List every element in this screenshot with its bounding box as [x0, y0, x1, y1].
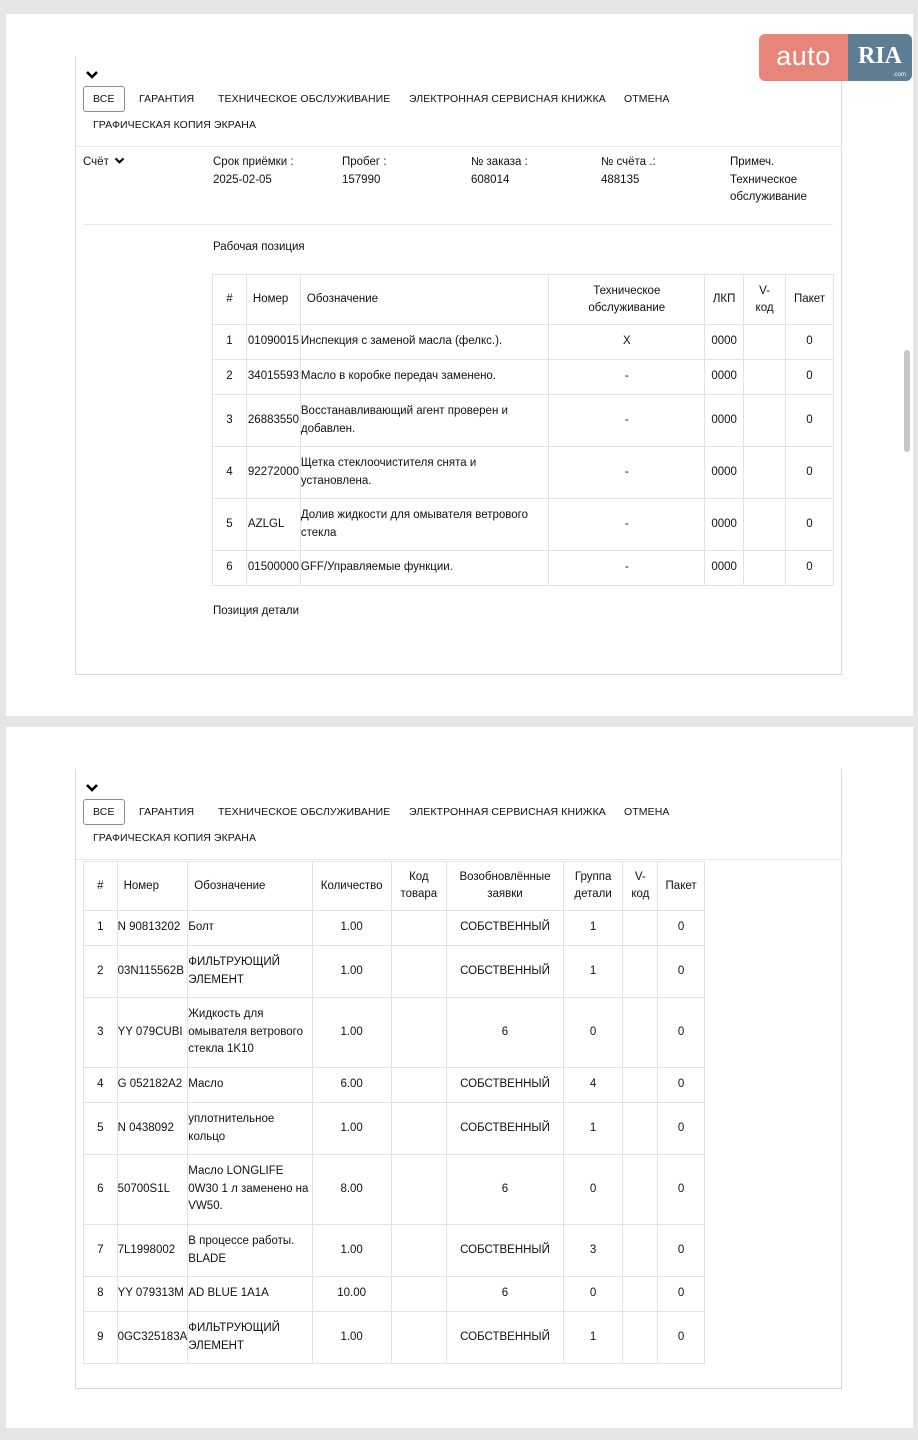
mileage — [342, 154, 387, 189]
cell-vcode — [623, 1068, 658, 1103]
tab-cancel[interactable]: ОТМЕНА — [624, 93, 670, 105]
cell-number: G 052182A2 — [117, 1068, 188, 1103]
cell-maintenance: - — [549, 447, 705, 499]
cell-package: 0 — [658, 911, 705, 946]
divider — [76, 859, 841, 860]
cell-quantity: 1.00 — [312, 1312, 391, 1364]
column-header: # — [84, 862, 118, 911]
cell-vcode — [623, 1312, 658, 1364]
column-header: Пакет — [786, 275, 834, 325]
note-value: обслуживание — [730, 191, 807, 203]
logo-auto: auto — [759, 34, 848, 81]
cell-renewed: 6 — [447, 998, 564, 1068]
cell-maintenance: - — [549, 551, 705, 586]
cell-vcode — [623, 1103, 658, 1155]
cell-quantity: 10.00 — [312, 1277, 391, 1312]
cell-product-code — [391, 1155, 447, 1225]
cell-product-code — [391, 998, 447, 1068]
cell-group: 4 — [563, 1068, 623, 1103]
cell-package: 0 — [658, 946, 705, 998]
cell-quantity: 1.00 — [312, 998, 391, 1068]
cell-package: 0 — [786, 395, 834, 447]
invoice-toggle[interactable] — [83, 154, 125, 172]
cell-package: 0 — [658, 1103, 705, 1155]
cell-product-code — [391, 1312, 447, 1364]
cell-renewed: СОБСТВЕННЫЙ — [447, 911, 564, 946]
cell-designation: Масло — [188, 1068, 312, 1103]
autoria-logo — [759, 34, 912, 81]
chevron-down-icon[interactable] — [85, 70, 99, 80]
column-header: Количество — [312, 862, 391, 911]
work-section-title: Рабочая позиция — [213, 241, 305, 253]
cell-vcode — [623, 911, 658, 946]
cell-product-code — [391, 1277, 447, 1312]
cell-group: 1 — [563, 911, 623, 946]
cell-vcode — [744, 447, 786, 499]
invoice-label: № счёта .: — [601, 156, 656, 168]
cell-designation: Жидкость для омывателя ветрового стекла 1K10 — [188, 998, 312, 1068]
cell-num: 2 — [213, 360, 247, 395]
table-row — [84, 946, 705, 998]
cell-vcode — [744, 395, 786, 447]
table-row — [213, 395, 834, 447]
cell-package: 0 — [658, 1225, 705, 1277]
cell-group: 0 — [563, 1277, 623, 1312]
cell-designation: Восстанавливающий агент проверен и добавлен. — [300, 395, 549, 447]
cell-group: 0 — [563, 1155, 623, 1225]
tab-warranty[interactable]: ГАРАНТИЯ — [139, 93, 195, 105]
service-record-panel — [75, 56, 842, 675]
column-header: Техническое обслуживание — [549, 275, 705, 325]
cell-quantity: 1.00 — [312, 911, 391, 946]
cell-quantity: 8.00 — [312, 1155, 391, 1225]
cell-package: 0 — [786, 447, 834, 499]
intake-value: 2025-02-05 — [213, 173, 272, 186]
chevron-down-icon[interactable] — [85, 783, 99, 793]
cell-number: 01090015 — [246, 325, 300, 360]
cell-num: 5 — [84, 1103, 118, 1155]
table-row — [213, 447, 834, 499]
invoice-number — [601, 154, 656, 189]
cell-num: 1 — [213, 325, 247, 360]
cell-renewed: СОБСТВЕННЫЙ — [447, 1103, 564, 1155]
cell-num: 6 — [213, 551, 247, 586]
cell-product-code — [391, 911, 447, 946]
parts-section-title: Позиция детали — [213, 605, 300, 617]
cell-number: 34015593 — [246, 360, 300, 395]
cell-maintenance: - — [549, 499, 705, 551]
cell-num: 1 — [84, 911, 118, 946]
cell-designation: Болт — [188, 911, 312, 946]
cell-paint: 0000 — [705, 325, 744, 360]
mileage-label: Пробег : — [342, 156, 387, 168]
tab-screenshot[interactable]: ГРАФИЧЕСКАЯ КОПИЯ ЭКРАНА — [93, 832, 257, 844]
logo-ria: RIA .com — [848, 34, 912, 81]
chevron-down-icon — [114, 157, 125, 165]
table-row — [84, 911, 705, 946]
cell-package: 0 — [786, 551, 834, 586]
parts-panel — [75, 769, 842, 1389]
cell-vcode — [623, 998, 658, 1068]
cell-vcode — [744, 360, 786, 395]
cell-package: 0 — [658, 1068, 705, 1103]
cell-designation: ФИЛЬТРУЮЩИЙ ЭЛЕМЕНТ — [188, 1312, 312, 1364]
cell-group: 1 — [563, 1103, 623, 1155]
cell-package: 0 — [658, 1277, 705, 1312]
cell-vcode — [623, 1277, 658, 1312]
cell-package: 0 — [786, 325, 834, 360]
order-number — [471, 154, 528, 189]
divider — [83, 224, 833, 225]
cell-number: 0GC325183A — [117, 1312, 188, 1364]
cell-product-code — [391, 1068, 447, 1103]
cell-number: YY 079313M — [117, 1277, 188, 1312]
note — [730, 154, 807, 207]
cell-designation: В процессе работы. BLADE — [188, 1225, 312, 1277]
tab-warranty[interactable]: ГАРАНТИЯ — [139, 806, 195, 818]
column-header: Возобновлённые заявки — [447, 862, 564, 911]
cell-number: 50700S1L — [117, 1155, 188, 1225]
cell-maintenance: X — [549, 325, 705, 360]
cell-vcode — [744, 551, 786, 586]
cell-designation: Масло LONGLIFE 0W30 1 л заменено на VW50. — [188, 1155, 312, 1225]
table-header-row — [213, 275, 834, 325]
cell-renewed: 6 — [447, 1155, 564, 1225]
cell-designation: уплотнительное кольцо — [188, 1103, 312, 1155]
table-row — [213, 325, 834, 360]
cell-product-code — [391, 1103, 447, 1155]
cell-vcode — [744, 499, 786, 551]
column-header: ЛКП — [705, 275, 744, 325]
table-row — [213, 551, 834, 586]
cell-num: 9 — [84, 1312, 118, 1364]
column-header: # — [213, 275, 247, 325]
invoice-value: 488135 — [601, 173, 640, 186]
table-row — [213, 499, 834, 551]
column-header: Номер — [117, 862, 188, 911]
cell-quantity: 1.00 — [312, 1225, 391, 1277]
note-label: Примеч. — [730, 156, 775, 168]
cell-num: 4 — [213, 447, 247, 499]
cell-renewed: СОБСТВЕННЫЙ — [447, 1068, 564, 1103]
cell-paint: 0000 — [705, 447, 744, 499]
cell-package: 0 — [658, 1155, 705, 1225]
cell-number: N 90813202 — [117, 911, 188, 946]
order-label: № заказа : — [471, 156, 528, 168]
cell-package: 0 — [786, 499, 834, 551]
column-header: Пакет — [658, 862, 705, 911]
cell-number: 01500000 — [246, 551, 300, 586]
tab-service-book[interactable]: ЭЛЕКТРОННАЯ СЕРВИСНАЯ КНИЖКА — [409, 806, 606, 818]
cell-designation: GFF/Управляемые функции. — [300, 551, 549, 586]
cell-number: 03N115562B — [117, 946, 188, 998]
note-value: Техническое — [730, 173, 798, 186]
cell-num: 7 — [84, 1225, 118, 1277]
divider — [76, 146, 841, 147]
cell-product-code — [391, 946, 447, 998]
intake-date — [213, 154, 294, 189]
cell-num: 3 — [213, 395, 247, 447]
cell-renewed: СОБСТВЕННЫЙ — [447, 1312, 564, 1364]
table-row — [84, 1068, 705, 1103]
cell-paint: 0000 — [705, 395, 744, 447]
cell-maintenance: - — [549, 360, 705, 395]
tab-maintenance[interactable]: ТЕХНИЧЕСКОЕ ОБСЛУЖИВАНИЕ — [218, 806, 391, 818]
cell-number: YY 079CUBI — [117, 998, 188, 1068]
order-value: 608014 — [471, 173, 510, 186]
tab-screenshot[interactable]: ГРАФИЧЕСКАЯ КОПИЯ ЭКРАНА — [93, 119, 257, 131]
table-row — [84, 1225, 705, 1277]
cell-package: 0 — [658, 998, 705, 1068]
column-header: Номер — [246, 275, 300, 325]
cell-vcode — [744, 325, 786, 360]
cell-package: 0 — [658, 1312, 705, 1364]
cell-num: 3 — [84, 998, 118, 1068]
tab-maintenance[interactable]: ТЕХНИЧЕСКОЕ ОБСЛУЖИВАНИЕ — [218, 93, 391, 105]
column-header: Код товара — [391, 862, 447, 911]
table-row — [213, 360, 834, 395]
tab-service-book[interactable]: ЭЛЕКТРОННАЯ СЕРВИСНАЯ КНИЖКА — [409, 93, 606, 105]
parts-table — [83, 861, 705, 1364]
table-header-row — [84, 862, 705, 911]
table-row — [84, 1312, 705, 1364]
cell-paint: 0000 — [705, 499, 744, 551]
cell-number: 7L1998002 — [117, 1225, 188, 1277]
cell-num: 5 — [213, 499, 247, 551]
cell-designation: Инспекция с заменой масла (фелкс.). — [300, 325, 549, 360]
page-sheet-1 — [6, 14, 913, 716]
column-header: V- код — [744, 275, 786, 325]
cell-designation: Щетка стеклоочистителя снята и установлена. — [300, 447, 549, 499]
cell-num: 4 — [84, 1068, 118, 1103]
cell-num: 6 — [84, 1155, 118, 1225]
cell-number: 92272000 — [246, 447, 300, 499]
cell-product-code — [391, 1225, 447, 1277]
mileage-value: 157990 — [342, 173, 381, 186]
cell-vcode — [623, 946, 658, 998]
cell-vcode — [623, 1155, 658, 1225]
scrollbar[interactable] — [904, 350, 910, 452]
work-table — [212, 274, 834, 586]
cell-number: AZLGL — [246, 499, 300, 551]
table-row — [84, 1277, 705, 1312]
cell-group: 0 — [563, 998, 623, 1068]
cell-number: N 0438092 — [117, 1103, 188, 1155]
cell-quantity: 1.00 — [312, 946, 391, 998]
cell-paint: 0000 — [705, 551, 744, 586]
cell-renewed: СОБСТВЕННЫЙ — [447, 1225, 564, 1277]
cell-num: 2 — [84, 946, 118, 998]
cell-designation: Масло в коробке передач заменено. — [300, 360, 549, 395]
table-row — [84, 1155, 705, 1225]
table-row — [84, 1103, 705, 1155]
cell-group: 1 — [563, 946, 623, 998]
invoice-title: Счёт — [83, 156, 109, 168]
tab-cancel[interactable]: ОТМЕНА — [624, 806, 670, 818]
cell-vcode — [623, 1225, 658, 1277]
cell-designation: AD BLUE 1A1A — [188, 1277, 312, 1312]
column-header: Обозначение — [188, 862, 312, 911]
tab-all[interactable]: ВСЕ — [83, 799, 125, 825]
cell-designation: Долив жидкости для омывателя ветрового стекла — [300, 499, 549, 551]
column-header: Группа детали — [563, 862, 623, 911]
cell-group: 3 — [563, 1225, 623, 1277]
cell-paint: 0000 — [705, 360, 744, 395]
cell-quantity: 1.00 — [312, 1103, 391, 1155]
page-sheet-2 — [6, 727, 913, 1428]
table-row — [84, 998, 705, 1068]
cell-designation: ФИЛЬТРУЮЩИЙ ЭЛЕМЕНТ — [188, 946, 312, 998]
cell-maintenance: - — [549, 395, 705, 447]
cell-renewed: СОБСТВЕННЫЙ — [447, 946, 564, 998]
cell-number: 26883550 — [246, 395, 300, 447]
tab-all[interactable]: ВСЕ — [83, 86, 125, 112]
intake-label: Срок приёмки : — [213, 156, 294, 168]
cell-package: 0 — [786, 360, 834, 395]
cell-quantity: 6.00 — [312, 1068, 391, 1103]
cell-group: 1 — [563, 1312, 623, 1364]
cell-num: 8 — [84, 1277, 118, 1312]
cell-renewed: 6 — [447, 1277, 564, 1312]
column-header: Обозначение — [300, 275, 549, 325]
column-header: V- код — [623, 862, 658, 911]
